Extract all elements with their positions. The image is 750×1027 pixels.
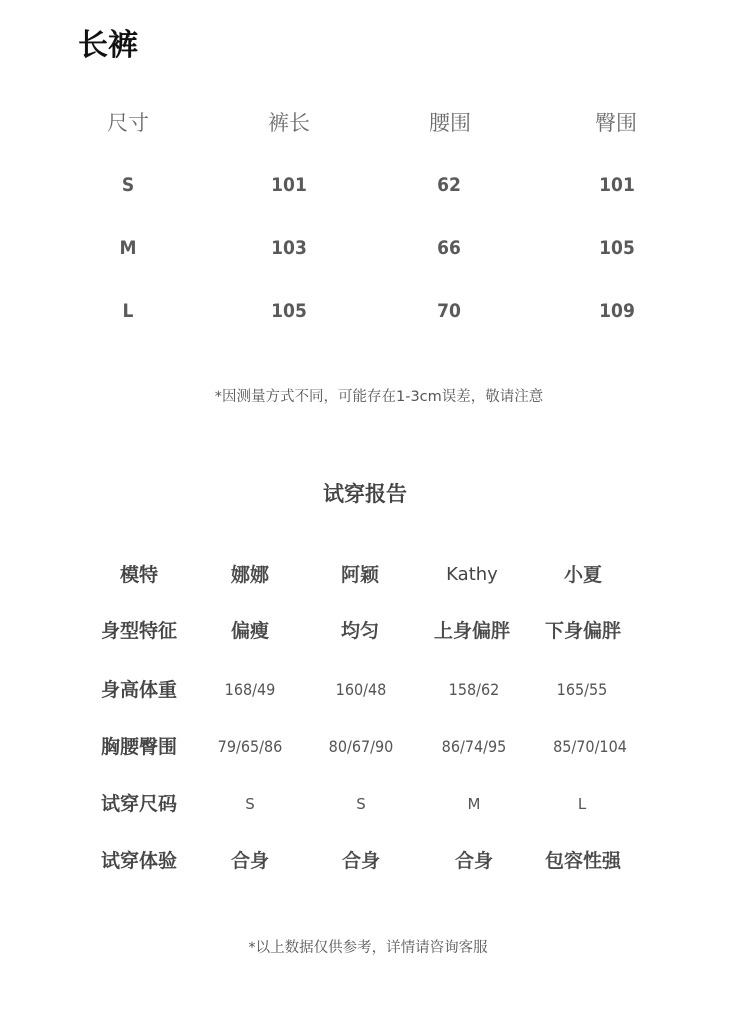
report-cell: L <box>577 795 587 813</box>
report-title: 试穿报告 <box>323 482 407 506</box>
size-cell: 101 <box>271 174 307 196</box>
report-header-model-name: 娜娜 <box>230 564 270 586</box>
size-cell: S <box>121 174 135 196</box>
size-header-hip: 臀围 <box>595 111 637 135</box>
report-cell: 合身 <box>454 850 494 872</box>
size-disclaimer: *因测量方式不同，可能存在1-3cm误差，敬请注意 <box>214 389 544 405</box>
report-cell: 80/67/90 <box>328 737 394 756</box>
report-cell: 偏瘦 <box>230 620 270 642</box>
report-cell: S <box>245 795 255 813</box>
report-cell: 均匀 <box>340 620 380 642</box>
report-row-label: 试穿尺码 <box>100 793 178 815</box>
page-title: 长裤 <box>78 28 138 63</box>
size-cell: 101 <box>599 174 635 196</box>
report-cell: S <box>356 795 366 813</box>
report-cell: 下身偏胖 <box>544 620 622 642</box>
report-cell: 上身偏胖 <box>433 620 511 642</box>
size-cell: 109 <box>599 300 635 322</box>
size-cell: 105 <box>271 300 307 322</box>
size-header-size: 尺寸 <box>107 111 149 135</box>
size-cell: M <box>119 237 137 259</box>
report-row-label: 胸腰臀围 <box>100 736 178 758</box>
size-cell: 70 <box>437 300 461 322</box>
report-cell: M <box>467 795 481 813</box>
report-cell: 合身 <box>341 850 381 872</box>
report-cell: 168/49 <box>224 680 276 699</box>
report-cell: 86/74/95 <box>441 737 507 756</box>
report-cell: 79/65/86 <box>217 737 283 756</box>
report-header-model-name: 小夏 <box>563 564 603 586</box>
report-cell: 包容性强 <box>544 850 622 872</box>
report-header-model-name: Kathy <box>446 564 498 585</box>
report-cell: 165/55 <box>556 680 608 699</box>
report-cell: 合身 <box>230 850 270 872</box>
report-cell: 160/48 <box>335 680 387 699</box>
size-header-length: 裤长 <box>268 111 310 135</box>
size-cell: 66 <box>437 237 461 259</box>
size-header-waist: 腰围 <box>429 111 471 135</box>
report-header-model-name: 阿颖 <box>340 564 380 586</box>
report-cell: 158/62 <box>448 680 500 699</box>
report-row-label: 身型特征 <box>100 620 178 642</box>
size-cell: 105 <box>599 237 635 259</box>
size-cell: L <box>122 300 134 322</box>
size-cell: 103 <box>271 237 307 259</box>
report-header-model: 模特 <box>119 564 159 586</box>
size-cell: 62 <box>437 174 461 196</box>
report-row-label: 试穿体验 <box>100 850 178 872</box>
report-row-label: 身高体重 <box>100 679 178 701</box>
report-cell: 85/70/104 <box>553 737 627 756</box>
footer-disclaimer: *以上数据仅供参考，详情请咨询客服 <box>248 940 488 956</box>
